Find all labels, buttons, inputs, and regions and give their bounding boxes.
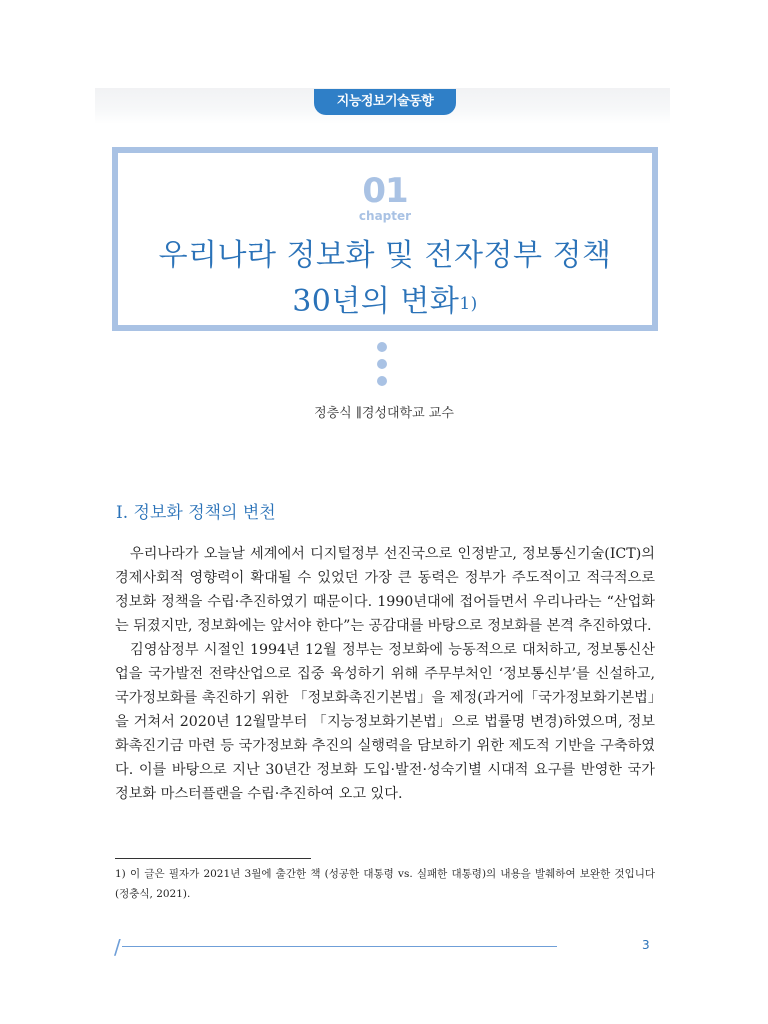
body-text: [115, 542, 655, 806]
footnote-divider: [115, 858, 311, 859]
title-footnote-marker[interactable]: 1): [459, 294, 478, 314]
footer-slash-icon: /: [114, 935, 121, 959]
divider-dots: [377, 342, 389, 393]
author-line: 정충식 ∥경성대학교 교수: [314, 406, 454, 421]
footnote: 1) 이 글은 필자가 2021년 3월에 출간한 책 (성공한 대통령 vs. 실패한 대통령)의 내용을 발췌하여 보완한 것입니다(정충식, 2021).: [115, 868, 655, 900]
header-tab: 지능정보기술동향: [314, 89, 456, 115]
body-paragraph: 우리나라가 오늘날 세계에서 디지털정부 선진국으로 인정받고, 정보통신기술(ICT)의 경제사회적 영향력이 확대될 수 있었던 가장 큰 동력은 정부가 주도적이고 적극적으로 정보화 정책을 수립·추진하였기 때문이다. 1990년대에 접어들면서 우리나라는 “산업화는 뒤졌지만, 정보화에는 앞서야 한다”는 공감대를 바탕으로 정보화를 본격 추진하였다.: [115, 546, 655, 634]
chapter-title-line1: 우리나라 정보화 및 전자정부 정책: [158, 238, 612, 273]
body-paragraph: 김영삼정부 시절인 1994년 12월 정부는 정보화에 능동적으로 대처하고, 정보통신산업을 국가발전 전략산업으로 집중 육성하기 위해 주무부처인 ‘정보통신부’를 신설하고, 국가정보화를 촉진하기 위한 「정보화촉진기본법」을 제정(과거에「국가정보화기본법」을 거쳐서 2020년 12월말부터 「지능정보화기본법」으로 법률명 변경)하였으며, 정보화촉진기금 마련 등 국가정보화 추진의 실행력을 담보하기 위한 제도적 기반을 구축하였다. 이를 바탕으로 지난 30년간 정보화 도입·발전·성숙기별 시대적 요구를 반영한 국가정보화 마스터플랜을 수립·추진하여 오고 있다.: [115, 642, 655, 802]
page-number: 3: [642, 938, 650, 952]
dot-icon: [377, 376, 387, 386]
chapter-title: [118, 233, 652, 325]
chapter-label: chapter: [358, 209, 412, 223]
chapter-title-line2-text: 30년의 변화: [292, 284, 460, 319]
dot-icon: [377, 359, 387, 369]
chapter-title-box: [112, 147, 658, 331]
chapter-title-line2: [118, 279, 652, 325]
footer-rule: [122, 946, 557, 947]
chapter-number: 01: [362, 171, 408, 211]
section-heading: I. 정보화 정책의 변천: [116, 503, 276, 523]
dot-icon: [377, 342, 387, 352]
